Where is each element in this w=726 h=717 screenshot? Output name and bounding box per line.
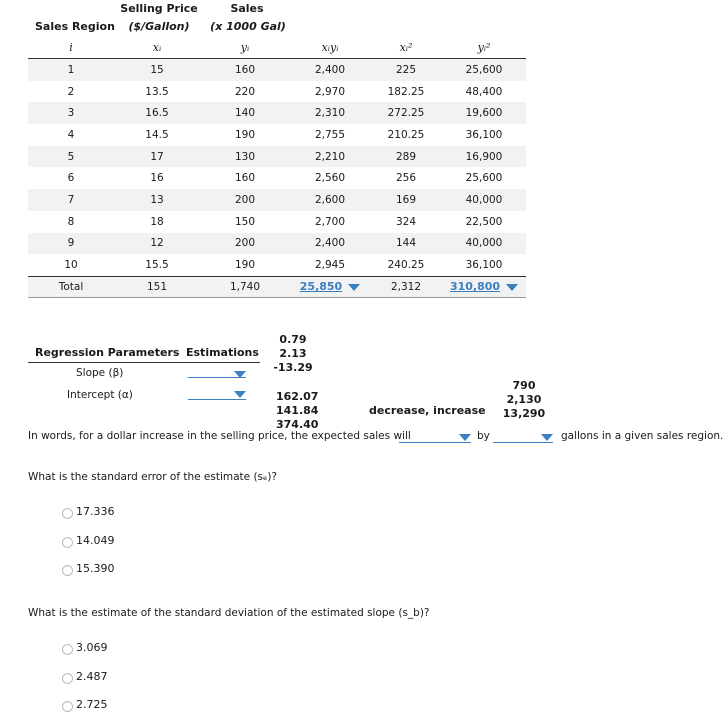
cell-region: 4 bbox=[67, 128, 75, 141]
q2-question: What is the estimate of the standard deviation of the estimated slope (s_b)? bbox=[28, 607, 430, 619]
total-y2[interactable] bbox=[442, 276, 526, 297]
sentence-suffix: gallons in a given sales region. bbox=[561, 430, 724, 442]
cell-region: 9 bbox=[28, 233, 114, 255]
chevron-down-icon bbox=[348, 284, 360, 291]
sentence-prefix: In words, for a dollar increase in the selling price, the expected sales will bbox=[28, 430, 411, 442]
q2-option-1[interactable]: 3.069 bbox=[76, 641, 108, 654]
header-price-unit: ($/Gallon) bbox=[128, 20, 190, 33]
cell-x-squared: 324 bbox=[395, 215, 417, 228]
symbol-y2: yᵢ² bbox=[442, 36, 526, 59]
q1-option-1[interactable]: 17.336 bbox=[76, 505, 115, 518]
cell-sales: 190 bbox=[234, 259, 256, 272]
cell-xy: 2,310 bbox=[290, 102, 370, 124]
intercept-option[interactable]: 162.07 bbox=[276, 390, 319, 403]
intercept-option[interactable]: 141.84 bbox=[276, 404, 319, 417]
cell-y-squared: 40,000 bbox=[442, 189, 526, 211]
chevron-down-icon bbox=[234, 371, 246, 378]
cell-region: 1 bbox=[28, 59, 114, 81]
cell-region: 7 bbox=[28, 189, 114, 211]
q1-radio-1[interactable] bbox=[62, 508, 73, 519]
total-xy-dropdown[interactable] bbox=[300, 280, 360, 293]
cell-price: 18 bbox=[150, 215, 164, 228]
symbol-i: i bbox=[28, 36, 114, 59]
table-row bbox=[28, 211, 526, 233]
table-row bbox=[28, 254, 526, 276]
symbol-xy: xᵢyᵢ bbox=[290, 36, 370, 59]
cell-xy: 2,755 bbox=[314, 128, 346, 141]
cell-sales: 150 bbox=[234, 215, 256, 228]
slope-dropdown[interactable] bbox=[188, 366, 246, 378]
intercept-option[interactable]: 374.40 bbox=[276, 418, 319, 431]
cell-xy: 2,600 bbox=[290, 189, 370, 211]
cell-region: 10 bbox=[64, 259, 78, 272]
cell-sales: 160 bbox=[200, 59, 290, 81]
cell-region: 6 bbox=[67, 172, 75, 185]
slope-option[interactable]: -13.29 bbox=[273, 361, 313, 374]
cell-sales: 190 bbox=[234, 128, 256, 141]
total-x: 151 bbox=[114, 276, 200, 297]
q1-radio-3[interactable] bbox=[62, 565, 73, 576]
sentence-by: by bbox=[477, 430, 490, 442]
header-sales-region: Sales Region bbox=[35, 20, 115, 33]
cell-xy: 2,400 bbox=[290, 59, 370, 81]
cell-x-squared: 210.25 bbox=[387, 128, 425, 141]
slope-option[interactable]: 0.79 bbox=[279, 333, 307, 346]
chevron-down-icon bbox=[459, 434, 471, 441]
direction-options[interactable]: decrease, increase bbox=[369, 404, 486, 417]
table-row bbox=[28, 233, 526, 255]
table-row bbox=[28, 146, 526, 168]
chevron-down-icon bbox=[234, 391, 246, 398]
slope-option[interactable]: 2.13 bbox=[279, 347, 307, 360]
total-label: Total bbox=[28, 276, 114, 297]
table-row bbox=[28, 124, 526, 146]
cell-price: 17 bbox=[114, 146, 200, 168]
q2-option-3[interactable]: 2.725 bbox=[76, 698, 108, 711]
cell-xy: 2,400 bbox=[290, 233, 370, 255]
cell-x-squared: 272.25 bbox=[370, 102, 442, 124]
cell-price: 14.5 bbox=[145, 128, 169, 141]
cell-sales: 200 bbox=[200, 189, 290, 211]
cell-x-squared: 144 bbox=[370, 233, 442, 255]
total-xy-value[interactable]: 25,850 bbox=[299, 280, 343, 294]
cell-price: 15.5 bbox=[145, 259, 169, 272]
q2-option-2[interactable]: 2.487 bbox=[76, 670, 108, 683]
cell-price: 13.5 bbox=[145, 85, 169, 98]
cell-x-squared: 169 bbox=[370, 189, 442, 211]
data-table bbox=[28, 36, 526, 298]
cell-y-squared: 25,600 bbox=[465, 172, 503, 185]
slope-options-list[interactable] bbox=[270, 333, 316, 375]
total-row bbox=[28, 276, 526, 297]
header-sales-unit: (x 1000 Gal) bbox=[210, 20, 286, 33]
cell-y-squared: 16,900 bbox=[442, 146, 526, 168]
q1-option-2[interactable]: 14.049 bbox=[76, 534, 115, 547]
cell-region: 3 bbox=[28, 102, 114, 124]
cell-sales: 200 bbox=[200, 233, 290, 255]
header-sales: Sales bbox=[230, 2, 264, 15]
amount-option[interactable]: 790 bbox=[512, 379, 536, 392]
table-row bbox=[28, 189, 526, 211]
total-x2: 2,312 bbox=[370, 276, 442, 297]
q2-radio-2[interactable] bbox=[62, 673, 73, 684]
regression-params-header: Regression Parameters bbox=[35, 346, 180, 359]
cell-price: 13 bbox=[114, 189, 200, 211]
cell-x-squared: 289 bbox=[370, 146, 442, 168]
cell-region: 5 bbox=[28, 146, 114, 168]
q2-radio-1[interactable] bbox=[62, 644, 73, 655]
amount-option[interactable]: 2,130 bbox=[506, 393, 542, 406]
total-xy[interactable] bbox=[290, 276, 370, 297]
table-row bbox=[28, 81, 526, 103]
cell-x-squared: 182.25 bbox=[387, 85, 425, 98]
amount-option[interactable]: 13,290 bbox=[502, 407, 546, 420]
cell-y-squared: 19,600 bbox=[442, 102, 526, 124]
q2-radio-3[interactable] bbox=[62, 701, 73, 712]
table-row bbox=[28, 167, 526, 189]
cell-y-squared: 36,100 bbox=[465, 128, 503, 141]
cell-sales: 130 bbox=[200, 146, 290, 168]
cell-xy: 2,210 bbox=[290, 146, 370, 168]
cell-xy: 2,945 bbox=[314, 259, 346, 272]
q1-question: What is the standard error of the estimate (sₑ)? bbox=[28, 471, 278, 483]
cell-y-squared: 40,000 bbox=[442, 233, 526, 255]
slope-label: Slope (β) bbox=[76, 367, 124, 379]
cell-x-squared: 256 bbox=[395, 172, 417, 185]
chevron-down-icon bbox=[541, 434, 553, 441]
direction-dropdown[interactable] bbox=[399, 430, 471, 443]
cell-y-squared: 25,600 bbox=[442, 59, 526, 81]
cell-region: 8 bbox=[67, 215, 75, 228]
amount-dropdown[interactable] bbox=[493, 430, 553, 443]
symbol-row bbox=[28, 36, 526, 59]
intercept-dropdown[interactable] bbox=[188, 388, 246, 400]
total-y: 1,740 bbox=[200, 276, 290, 297]
cell-price: 16.5 bbox=[114, 102, 200, 124]
cell-price: 12 bbox=[114, 233, 200, 255]
q1-radio-2[interactable] bbox=[62, 537, 73, 548]
cell-y-squared: 48,400 bbox=[465, 85, 503, 98]
cell-sales: 220 bbox=[234, 85, 256, 98]
cell-xy: 2,700 bbox=[314, 215, 346, 228]
cell-region: 2 bbox=[67, 85, 75, 98]
cell-y-squared: 36,100 bbox=[465, 259, 503, 272]
header-selling-price: Selling Price bbox=[120, 2, 198, 15]
chevron-down-icon bbox=[506, 284, 518, 291]
symbol-x2: xᵢ² bbox=[370, 36, 442, 59]
estimations-header: Estimations bbox=[186, 346, 259, 359]
total-y2-value[interactable]: 310,800 bbox=[449, 280, 501, 294]
table-row bbox=[28, 59, 526, 81]
cell-y-squared: 22,500 bbox=[465, 215, 503, 228]
symbol-x: xᵢ bbox=[114, 36, 200, 59]
intercept-label: Intercept (α) bbox=[67, 389, 133, 401]
symbol-y: yᵢ bbox=[200, 36, 290, 59]
cell-sales: 160 bbox=[234, 172, 256, 185]
amount-options-list[interactable] bbox=[500, 379, 548, 421]
q1-option-3[interactable]: 15.390 bbox=[76, 562, 115, 575]
cell-xy: 2,560 bbox=[314, 172, 346, 185]
intercept-options-list[interactable] bbox=[276, 390, 318, 432]
total-y2-dropdown[interactable] bbox=[450, 280, 518, 293]
cell-xy: 2,970 bbox=[314, 85, 346, 98]
regression-divider bbox=[28, 362, 260, 363]
table-row bbox=[28, 102, 526, 124]
cell-x-squared: 225 bbox=[370, 59, 442, 81]
cell-price: 16 bbox=[150, 172, 164, 185]
cell-price: 15 bbox=[114, 59, 200, 81]
cell-sales: 140 bbox=[200, 102, 290, 124]
cell-x-squared: 240.25 bbox=[387, 259, 425, 272]
